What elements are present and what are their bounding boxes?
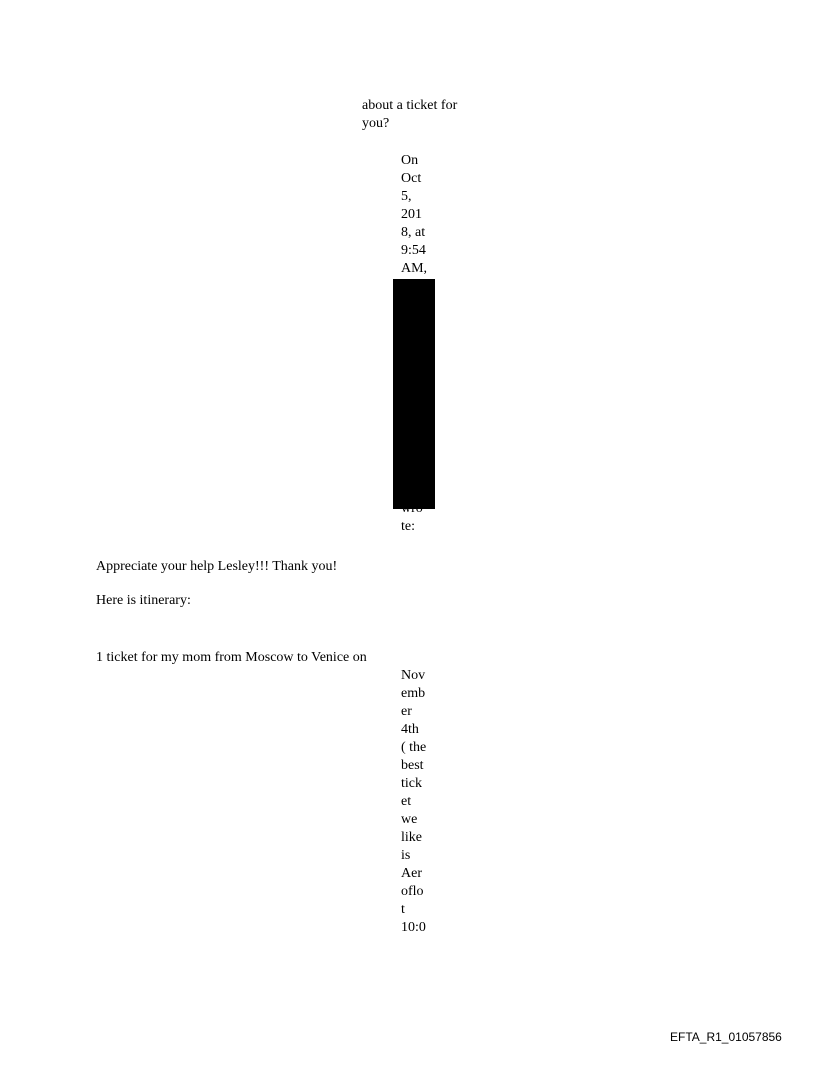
ticket-fragment: emb bbox=[401, 686, 426, 701]
attribution-fragment: te: bbox=[401, 519, 415, 534]
attribution-fragment: On bbox=[401, 153, 419, 168]
itinerary-intro: Here is itinerary: bbox=[96, 593, 191, 608]
ticket-fragment: tick bbox=[401, 776, 422, 791]
ticket-fragment: Nov bbox=[401, 668, 426, 683]
ticket-fragment: oflo bbox=[401, 884, 424, 899]
ticket-fragment: et bbox=[401, 794, 412, 809]
attribution-fragment: AM, bbox=[401, 261, 428, 276]
ticket-fragment: t bbox=[401, 902, 405, 917]
attribution-fragment: 8, at bbox=[401, 225, 426, 240]
attribution-fragment: 9:54 bbox=[401, 243, 426, 258]
document-id: EFTA_R1_01057856 bbox=[670, 1030, 782, 1044]
greeting-line: Appreciate your help Lesley!!! Thank you! bbox=[96, 559, 338, 574]
quoted-line: about a ticket for bbox=[362, 98, 458, 113]
ticket-fragment: is bbox=[401, 848, 411, 863]
quoted-text-top bbox=[362, 97, 457, 133]
ticket-line: 1 ticket for my mom from Moscow to Venice on bbox=[96, 650, 367, 665]
ticket-fragment: er bbox=[401, 704, 412, 719]
ticket-fragment: 4th bbox=[401, 722, 419, 737]
quoted-line: you? bbox=[362, 116, 390, 131]
ticket-fragment: we bbox=[401, 812, 418, 827]
redaction-block bbox=[393, 279, 435, 509]
ticket-fragment: 10:0 bbox=[401, 920, 426, 935]
attribution-column bbox=[401, 152, 427, 278]
attribution-fragment: Oct bbox=[401, 171, 422, 186]
ticket-fragment: Aer bbox=[401, 866, 422, 881]
ticket-fragment: ( the bbox=[401, 740, 427, 755]
attribution-fragment: 5, bbox=[401, 189, 412, 204]
attribution-fragment: 201 bbox=[401, 207, 422, 222]
ticket-fragment: best bbox=[401, 758, 424, 773]
ticket-fragment: like bbox=[401, 830, 422, 845]
ticket-detail-column bbox=[401, 667, 426, 937]
